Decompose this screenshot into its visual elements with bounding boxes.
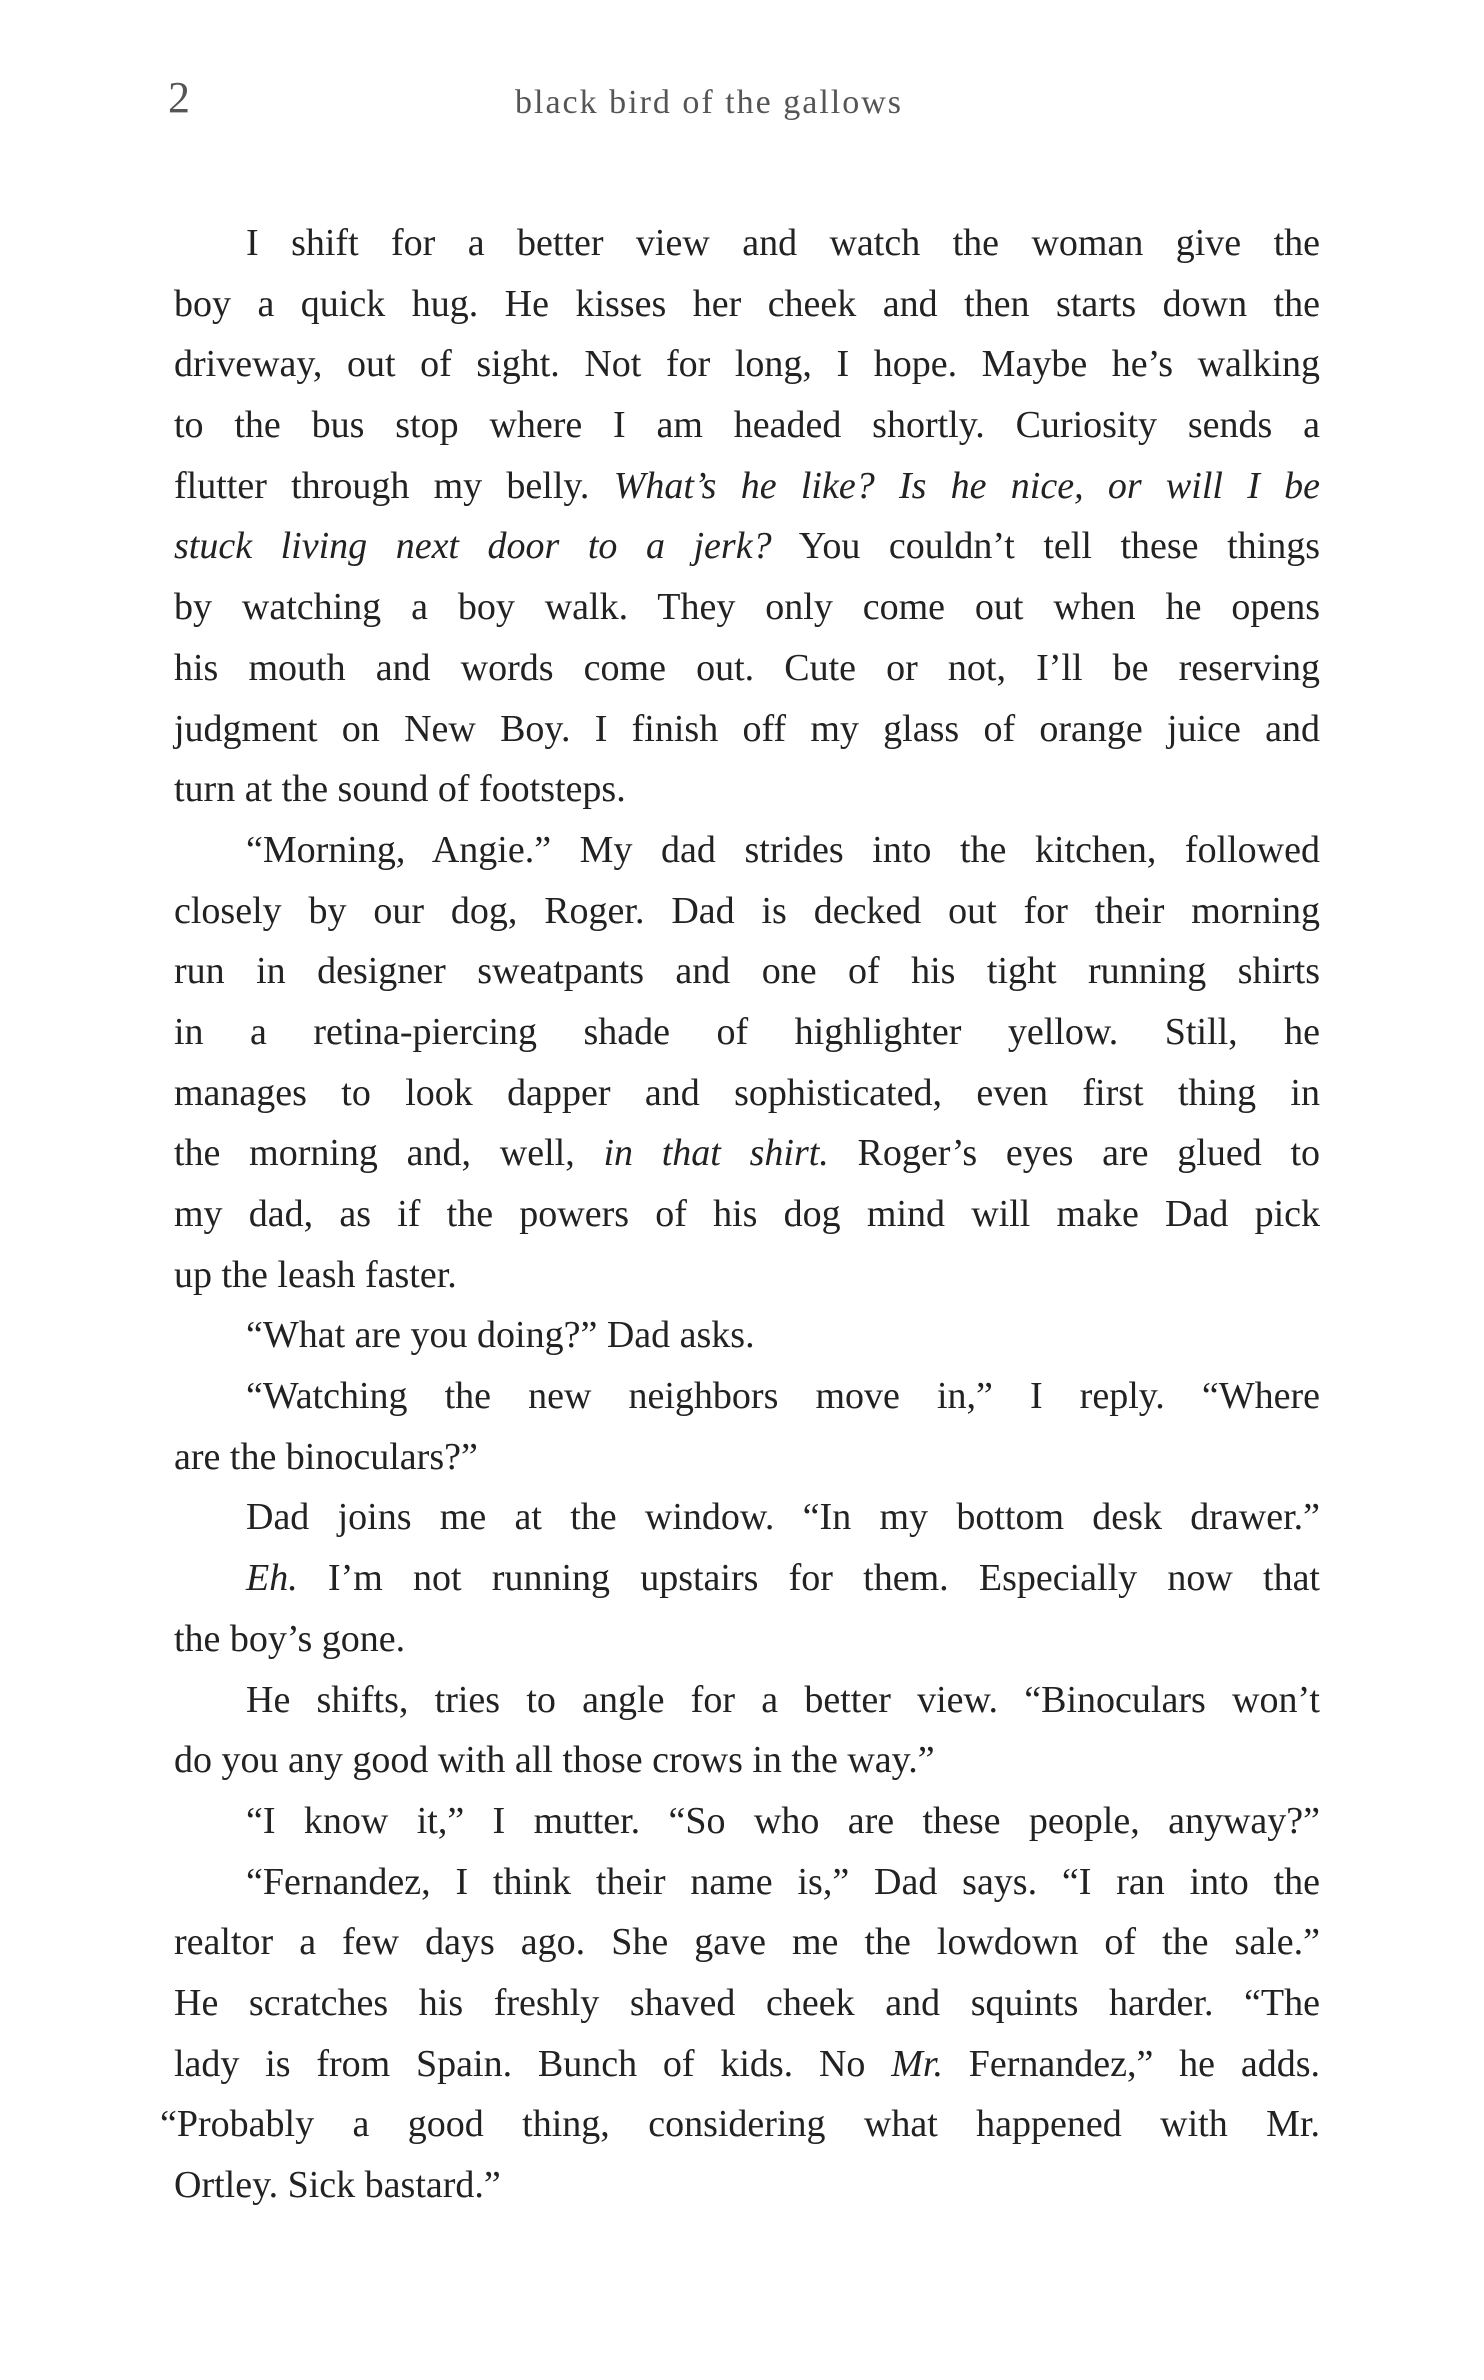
italic-text: Mr. (891, 2042, 943, 2085)
text-line: by watching a boy walk. They only come out when he opens (174, 586, 1320, 629)
text-run: the morning and, well, (174, 1132, 604, 1175)
text-run: Fernandez,” he adds. (942, 2042, 1320, 2085)
italic-text: stuck living next door to a jerk? (174, 525, 772, 568)
text-line: He shifts, tries to angle for a better view. “Binoculars won’t (246, 1678, 1320, 1721)
text-line: I shift for a better view and watch the woman give the (246, 222, 1320, 264)
text-line: to the bus stop where I am headed shortly. Curiosity sends a (174, 404, 1320, 447)
text-line: Dad joins me at the window. “In my bottom desk drawer.” (246, 1496, 1320, 1539)
text-run: Roger’s eyes are glued to (828, 1132, 1321, 1175)
text-line: He scratches his freshly shaved cheek and squints harder. “The (174, 1981, 1320, 2024)
text-line: manages to look dapper and sophisticated, even first thing in (174, 1071, 1320, 1114)
text-line: are the binoculars?” (174, 1435, 478, 1478)
text-line: “What are you doing?” Dad asks. (246, 1314, 755, 1357)
text-line: my dad, as if the powers of his dog mind will make Dad pick (174, 1193, 1320, 1235)
text-line: realtor a few days ago. She gave me the lowdown of the sale.” (174, 1921, 1320, 1964)
italic-text: Eh. (246, 1557, 298, 1600)
text-run: lady is from Spain. Bunch of kids. No (174, 2042, 892, 2085)
text-line: “Probably a good thing, considering what happened with Mr. (160, 2103, 1320, 2146)
text-line: the boy’s gone. (174, 1617, 406, 1660)
body-text (160, 213, 1321, 2216)
text-line: “I know it,” I mutter. “So who are these people, anyway?” (246, 1799, 1320, 1842)
text-line: turn at the sound of footsteps. (174, 768, 626, 811)
text-line (174, 1123, 1320, 1184)
text-line: his mouth and words come out. Cute or not, I’ll be reserving (174, 646, 1320, 689)
text-run: I’m not running upstairs for them. Especially now that (297, 1557, 1320, 1600)
text-run: flutter through my belly. (174, 464, 614, 507)
text-line: boy a quick hug. He kisses her cheek and then starts down the (174, 282, 1320, 325)
text-line: in a retina-piercing shade of highlighter yellow. Still, he (174, 1010, 1320, 1053)
text-line: “Morning, Angie.” My dad strides into the kitchen, followed (246, 828, 1320, 871)
text-run: You couldn’t tell these things (771, 525, 1320, 568)
text-line: run in designer sweatpants and one of his tight running shirts (174, 950, 1320, 993)
text-line: driveway, out of sight. Not for long, I hope. Maybe he’s walking (174, 343, 1320, 386)
text-line: closely by our dog, Roger. Dad is decked out for their morning (174, 889, 1320, 932)
text-line (174, 516, 1320, 577)
page-number: 2 (168, 73, 191, 122)
text-line: up the leash faster. (174, 1253, 457, 1296)
text-line (174, 456, 1320, 517)
italic-text: What’s he like? Is he nice, or will I be (613, 464, 1320, 507)
italic-text: in that shirt. (603, 1132, 829, 1175)
text-line (174, 2034, 1320, 2095)
running-title: black bird of the gallows (515, 84, 904, 121)
text-line: “Fernandez, I think their name is,” Dad says. “I ran into the (246, 1860, 1320, 1903)
text-line: “Watching the new neighbors move in,” I reply. “Where (246, 1375, 1320, 1418)
text-line: Ortley. Sick bastard.” (174, 2164, 501, 2206)
text-line (174, 1548, 1320, 1609)
text-line: judgment on New Boy. I finish off my glass of orange juice and (174, 707, 1320, 750)
text-line: do you any good with all those crows in the way.” (174, 1739, 935, 1782)
